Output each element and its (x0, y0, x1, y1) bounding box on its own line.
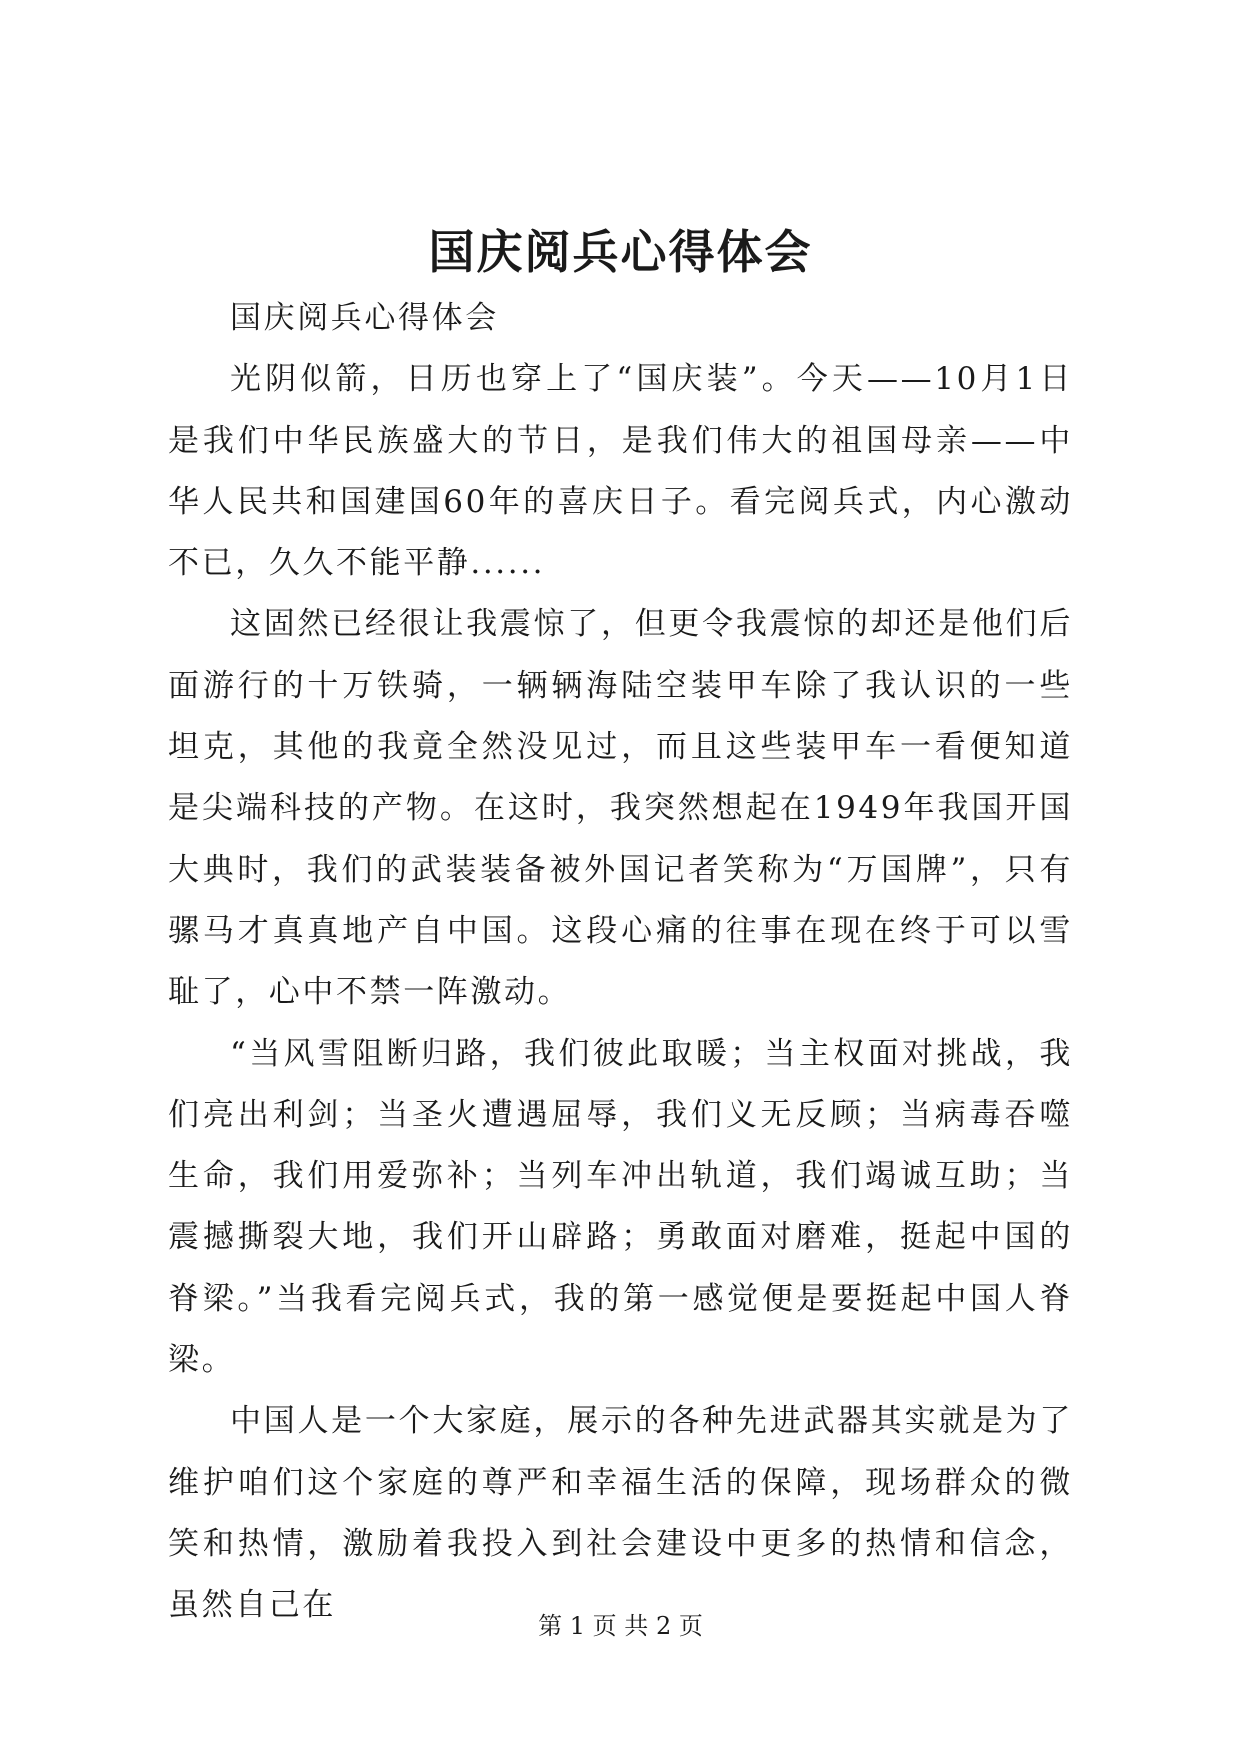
document-body (168, 288, 1073, 1637)
page-number-footer: 第 1 页 共 2 页 (538, 1612, 703, 1640)
document-subtitle: 国庆阅兵心得体会 (230, 300, 499, 336)
document-title: 国庆阅兵心得体会 (428, 225, 813, 279)
paragraph-3: “当风雪阻断归路，我们彼此取暖；当主权面对挑战，我们亮出利剑；当圣火遭遇屈辱，我们义无反顾；当病毒吞噬生命，我们用爱弥补；当列车冲出轨道，我们竭诚互助；当震撼撕裂大地，我们开山辟路；勇敢面对磨难，挺起中国的脊梁。”当我看完阅兵式，我的第一感觉便是要挺起中国人脊梁。 (168, 1035, 1073, 1379)
paragraph-1: 光阴似箭，日历也穿上了“国庆装”。今天——10月1日是我们中华民族盛大的节日，是我们伟大的祖国母亲——中华人民共和国建国60年的喜庆日子。看完阅兵式，内心激动不已，久久不能平静...... (168, 361, 1073, 582)
paragraph-2: 这固然已经很让我震惊了，但更令我震惊的却还是他们后面游行的十万铁骑，一辆辆海陆空装甲车除了我认识的一些坦克，其他的我竟全然没见过，而且这些装甲车一看便知道是尖端科技的产物。在这时，我突然想起在1949年我国开国大典时，我们的武装装备被外国记者笑称为“万国牌”，只有骡马才真真地产自中国。这段心痛的往事在现在终于可以雪耻了，心中不禁一阵激动。 (168, 606, 1073, 1011)
paragraph-4: 中国人是一个大家庭，展示的各种先进武器其实就是为了维护咱们这个家庭的尊严和幸福生活的保障，现场群众的微笑和热情，激励着我投入到社会建设中更多的热情和信念，虽然自己在 (168, 1403, 1073, 1624)
